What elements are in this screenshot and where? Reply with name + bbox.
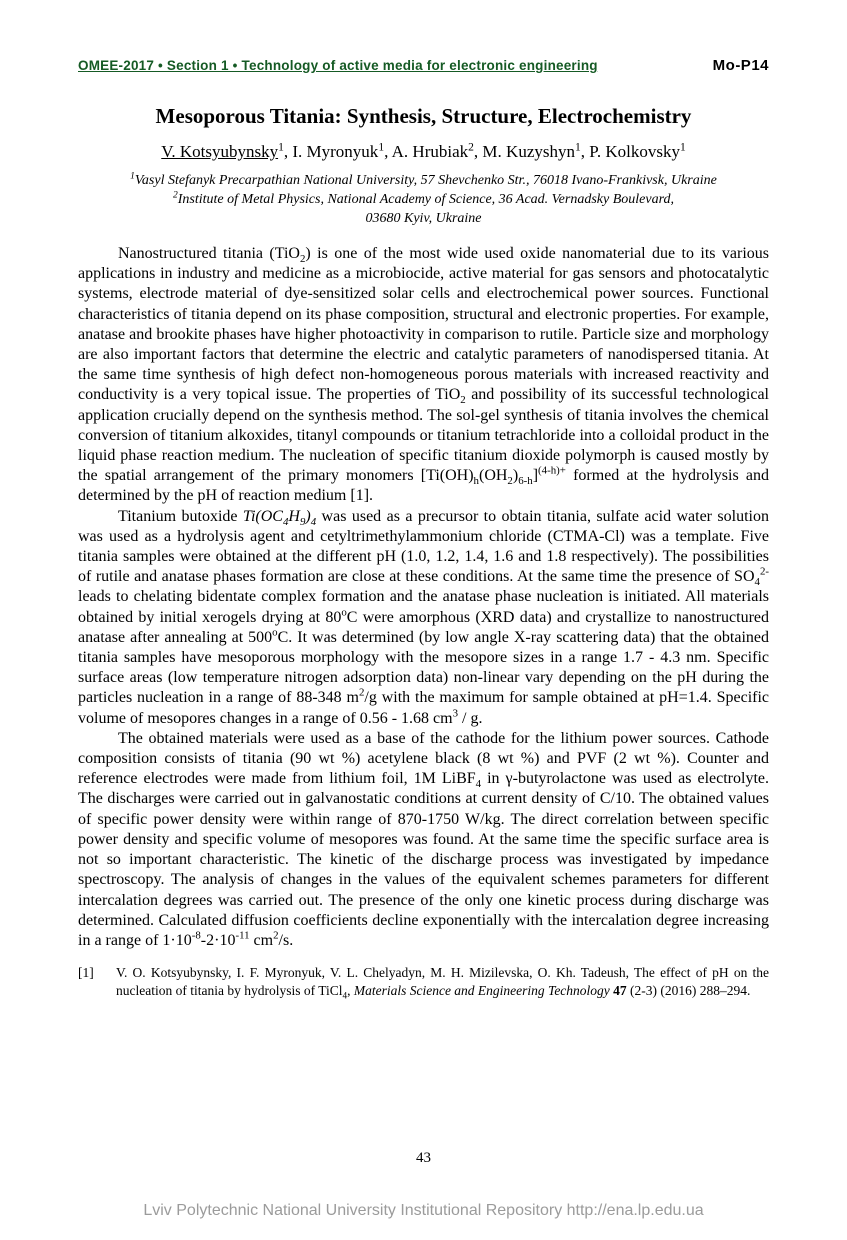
reference-entry [78, 964, 769, 999]
abstract-paragraph-2: Titanium butoxide $Ti(OC_4H_9)_4$ was used as a precursor to obtain titania, sulfate acid water solution was used as a hydrolysis agent and cetyltrimethylammonium chloride (CTMA-Cl) was a template. Five titania samples were obtained at the different pH (1.0, 1.2, 1.4, 1.6 and 1.8 respectively). The possibilities of rutile and anatase phases formation are close at these conditions. At the same time the presence of $SO_4^{2-}$ leads to chelating bidentate complex formation and the anatase phase nucleation is initiated. All materials obtained by initial xerogels drying at 80$^o$C were amorphous (XRD data) and crystallize to nanostructured anatase after annealing at 500$^o$C. It was determined (by low angle X-ray scattering data) that the obtained titania samples have mesoporous morphology with the mesopore sizes in a range 1.7 - 4.3 nm. Specific surface areas (low temperature nitrogen adsorption data) non-linear vary depending on the pH during the particles nucleation in a range of 88-348 $m^2/g$ with the maximum for sample obtained at pH=1.4. Specific volume of mesopores changes in a range of 0.56 - 1.68 $cm^3$ / g. [78, 507, 770, 727]
conference-section-header: OMEE-2017 • Section 1 • Technology of active media for electronic engineering [78, 58, 598, 73]
authors-line: V. Kotsyubynsky$^1$, I. Myronyuk$^1$, A. Hrubiak$^2$, M. Kuzyshyn$^1$, P. Kolkovsky$^1$ [161, 140, 686, 161]
repository-footer: Lviv Polytechnic National University Institutional Repository http://ena.lp.edu.ua [143, 1202, 704, 1219]
page-number: 43 [416, 1150, 431, 1166]
affiliation-line-2: $^2$Institute of Metal Physics, National Academy of Science, 36 Acad. Vernadsky Boulevard, [173, 190, 674, 207]
affiliation-line-3: 03680 Kyiv, Ukraine [365, 211, 482, 226]
reference-text: V. O. Kotsyubynsky, I. F. Myronyuk, V. L. Chelyadyn, M. H. Mizilevska, O. Kh. Tadeush, The effect of pH on the nucleation of titania by hydrolysis of TiCl$_4$, Materials Science and Engineering Technology 47 (2-3) (2016) 288–294. [116, 965, 769, 1001]
abstract-paragraph-3: The obtained materials were used as a base of the cathode for the lithium power sources. Cathode composition consists of titania (90 wt %) acetylene black (8 wt %) and PVF (2 wt %). Counter and reference electrodes were made from lithium foil, 1M LiBF$_4$ in γ-butyrolactone was used as electrolyte. The discharges were carried out in galvanostatic conditions at current density of C/10. The obtained values of specific power density were within range of 870-1750 W/kg. The direct correlation between specific power density and specific volume of mesopores was found. At the same time the specific surface area is not so important characteristic. The kinetic of the discharge process was investigated by impedance spectroscopy. The analysis of changes in the values of the equivalent schemes parameters for different intercalation degrees was carried out. The presence of the only one kinetic process during discharge was determined. Calculated diffusion coefficients decline exponentially with the intercalation degree increasing in a range of $1\cdot 10^{-8}-2\cdot 10^{-11}$ $cm^2/s$. [78, 729, 769, 949]
affiliations [78, 171, 769, 228]
abstract-paragraph-1: Nanostructured titania (TiO$_2$) is one of the most wide used oxide nanomaterial due to its various applications in industry and medicine as a microbiocide, active material for gas sensors and photocatalytic systems, electrode material of dye-sensitized solar cells and electrochemical power sources. Functional characteristics of titania depend on its phase composition, structural and electronic properties. For example, anatase and brookite phases have higher photoactivity in comparison to rutile. Particle size and morphology are also important factors that determine the electric and catalytic parameters of nanodispersed titania. At the same time synthesis of high defect non-homogeneous porous materials with increased reactivity and conductivity is a very topical issue. The properties of TiO$_2$ and possibility of its successful technological application crucially depend on the synthesis method. The sol-gel synthesis of titania involves the chemical conversion of titanium alkoxides, titanyl compounds or titanium tetrachloride into a colloidal product in the liquid phase reaction medium. The nucleation of specific titanium dioxide polymorph is caused mostly by the spatial arrangement of the primary monomers $[Ti(OH)_h(OH_2)_{6-h}]^{(4-h)+}$ formed at the hydrolysis and determined by the pH of reaction medium [1]. [78, 245, 769, 505]
reference-label: [1] [78, 965, 94, 981]
running-header [78, 0, 769, 74]
affiliation-line-1: $^1$Vasyl Stefanyk Precarpathian National University, 57 Shevchenko Str., 76018 Ivano-Frankivsk, Ukraine [130, 171, 717, 188]
paper-code: Mo-P14 [712, 57, 769, 74]
paper-title: Mesoporous Titania: Synthesis, Structure, Electrochemistry [155, 104, 692, 128]
abstract-body [78, 244, 769, 951]
